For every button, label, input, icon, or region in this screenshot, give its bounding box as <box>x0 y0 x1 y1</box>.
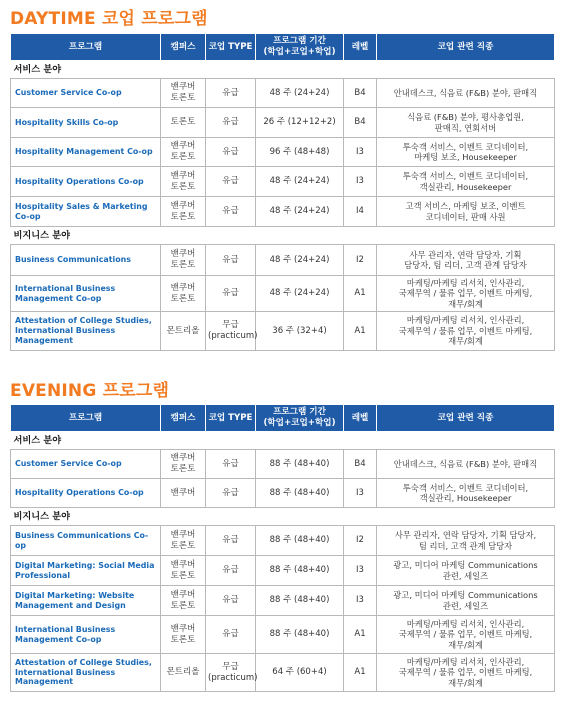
campus-name: 몬트리올 <box>166 325 200 336</box>
coop-type: 유급 <box>222 487 239 498</box>
coop-type: 유급 <box>222 176 239 187</box>
table-row <box>11 197 555 227</box>
category-label: 서비스 분야 <box>11 432 555 450</box>
header-label: 레벨 <box>351 41 369 52</box>
campus-cell <box>161 556 206 586</box>
coop-type: 유급 <box>222 117 239 128</box>
job-line: 식음료 (F&B) 분야, 평사총업원, <box>407 112 524 123</box>
level-cell: I2 <box>344 245 377 276</box>
program-name: Hospitality Operations Co-op <box>11 167 161 197</box>
category-label: 비지니스 분야 <box>11 227 555 245</box>
program-name: Attestation of College Studies, International Business Management <box>11 312 161 351</box>
jobs-cell <box>377 312 555 351</box>
coop-type: 무급 <box>222 661 239 672</box>
job-line: 사무 관리자, 연락 담당자, 기획 담당자, <box>394 530 537 541</box>
coop-type-cell <box>206 138 256 167</box>
level-cell: I3 <box>344 479 377 508</box>
campus-name: 토론토 <box>170 152 196 162</box>
campus-cell <box>161 167 206 197</box>
level-cell: I3 <box>344 167 377 197</box>
campus-cell <box>161 586 206 616</box>
job-line: 판매직, 연회서버 <box>434 122 497 133</box>
evening-title: EVENING 프로그램 <box>10 381 170 401</box>
coop-type-cell <box>206 556 256 586</box>
table-row <box>11 586 555 616</box>
duration-cell: 64 주 (60+4) <box>256 654 344 692</box>
level-cell: B4 <box>344 108 377 138</box>
campus-name: 밴쿠버 <box>170 282 196 293</box>
jobs-cell <box>377 586 555 616</box>
level-cell: B4 <box>344 450 377 479</box>
job-line: 투숙객 서비스, 이벤트 코디네이터, <box>402 141 529 152</box>
coop-type-cell <box>206 108 256 138</box>
campus-name: 토론토 <box>170 117 196 128</box>
header-jobs <box>377 34 555 61</box>
campus-cell <box>161 526 206 556</box>
campus-name: 토론토 <box>170 293 196 304</box>
campus-name: 토론토 <box>170 540 196 551</box>
coop-type-cell <box>206 276 256 312</box>
job-line: 재무/회계 <box>448 677 483 688</box>
program-name: Digital Marketing: Website Management and Design <box>11 586 161 616</box>
coop-type: 유급 <box>222 288 239 299</box>
table-row <box>11 616 555 654</box>
coop-type: 유급 <box>222 535 239 546</box>
header-label: 캠퍼스 <box>170 41 196 52</box>
campus-name: 밴쿠버 <box>170 141 196 152</box>
job-line: 안내데스크, 식음료 (F&B) 분야, 판매직 <box>393 87 538 98</box>
duration-cell: 88 주 (48+40) <box>256 616 344 654</box>
coop-type: (practicum) <box>208 331 258 341</box>
job-line: 투숙객 서비스, 이벤트 코디네이터, <box>402 482 529 493</box>
coop-type: 유급 <box>222 146 239 157</box>
header-label: 프로그램 기간 <box>273 407 326 418</box>
header-label: 캠퍼스 <box>170 412 196 423</box>
level-cell: I3 <box>344 556 377 586</box>
job-line: 객실관리, Housekeeper <box>419 493 512 503</box>
campus-name: 밴쿠버 <box>170 170 196 181</box>
job-line: 광고, 미디어 마케팅 Communications <box>393 590 538 601</box>
campus-name: 토론토 <box>170 570 196 581</box>
job-line: 국제무역 / 물류 업무, 이벤트 마케팅, <box>398 288 533 299</box>
job-line: 광고, 미디어 마케팅 Communications <box>393 560 538 571</box>
job-line: 국제무역 / 물류 업무, 이벤트 마케팅, <box>398 325 533 336</box>
campus-name: 토론토 <box>170 211 196 222</box>
program-name: International Business Management Co-op <box>11 616 161 654</box>
table-row <box>11 312 555 351</box>
duration-cell: 36 주 (32+4) <box>256 312 344 351</box>
program-name: Hospitality Sales & Marketing Co-op <box>11 197 161 227</box>
job-line: 마케팅/마케팅 리서치, 인사관리, <box>406 277 525 288</box>
coop-type: 유급 <box>222 458 239 469</box>
job-line: 마케팅 보조, Housekeeper <box>414 152 517 162</box>
job-line: 투숙객 서비스, 이벤트 코디네이터, <box>402 171 529 182</box>
coop-type: 유급 <box>222 254 239 265</box>
campus-name: 토론토 <box>170 600 196 611</box>
campus-cell <box>161 616 206 654</box>
coop-type: (practicum) <box>208 672 258 683</box>
table-row <box>11 108 555 138</box>
job-line: 마케팅/마케팅 리서치, 인사관리, <box>406 315 525 326</box>
table-row <box>11 245 555 276</box>
table-row <box>11 167 555 197</box>
program-name: Hospitality Operations Co-op <box>11 479 161 508</box>
level-cell: I2 <box>344 526 377 556</box>
job-line: 고객 서비스, 마케팅 보조, 이벤트 <box>405 201 526 212</box>
category-row <box>11 227 555 245</box>
jobs-cell <box>377 79 555 108</box>
table-row <box>11 138 555 167</box>
job-line: 팀 리더, 고객 관계 담당자 <box>418 540 513 551</box>
duration-cell: 88 주 (48+40) <box>256 586 344 616</box>
campus-name: 밴쿠버 <box>170 529 196 540</box>
coop-type-cell <box>206 197 256 227</box>
category-row <box>11 508 555 526</box>
program-name: Hospitality Skills Co-op <box>11 108 161 138</box>
jobs-cell <box>377 108 555 138</box>
level-cell: I3 <box>344 586 377 616</box>
category-label: 서비스 분야 <box>11 61 555 79</box>
job-line: 재무/회계 <box>448 336 483 347</box>
campus-name: 몬트리올 <box>166 667 200 678</box>
coop-type-cell <box>206 450 256 479</box>
header-campus <box>161 34 206 61</box>
campus-cell <box>161 450 206 479</box>
level-cell: A1 <box>344 312 377 351</box>
jobs-cell <box>377 197 555 227</box>
duration-cell: 88 주 (48+40) <box>256 556 344 586</box>
program-name: Hospitality Management Co-op <box>11 138 161 167</box>
level-cell: A1 <box>344 654 377 692</box>
jobs-cell <box>377 654 555 692</box>
table-row <box>11 79 555 108</box>
jobs-cell <box>377 556 555 586</box>
header-program <box>11 34 161 61</box>
header-coop-type <box>206 34 256 61</box>
coop-type: 유급 <box>222 565 239 576</box>
header-duration <box>256 34 344 61</box>
coop-type: 무급 <box>222 320 239 331</box>
program-name: Business Communications Co-op <box>11 526 161 556</box>
jobs-cell <box>377 245 555 276</box>
campus-name: 토론토 <box>170 634 196 645</box>
duration-cell: 48 주 (24+24) <box>256 197 344 227</box>
job-line: 국제무역 / 물류 업무, 이벤트 마케팅, <box>398 667 533 678</box>
campus-cell <box>161 79 206 108</box>
campus-cell <box>161 654 206 692</box>
campus-cell <box>161 479 206 508</box>
category-label: 비지니스 분야 <box>11 508 555 526</box>
header-label: (학업+코업+학업) <box>263 47 336 57</box>
campus-name: 밴쿠버 <box>170 453 196 464</box>
jobs-cell <box>377 479 555 508</box>
campus-cell <box>161 108 206 138</box>
coop-type-cell <box>206 654 256 692</box>
daytime-program-table <box>10 33 555 351</box>
job-line: 안내데스크, 식음료 (F&B) 분야, 판매직 <box>393 458 538 469</box>
duration-cell: 48 주 (24+24) <box>256 276 344 312</box>
header-label: 프로그램 <box>68 412 103 423</box>
header-campus <box>161 405 206 432</box>
header-level <box>344 405 377 432</box>
jobs-cell <box>377 276 555 312</box>
duration-cell: 26 주 (12+12+2) <box>256 108 344 138</box>
header-label: 코업 관련 직종 <box>437 41 494 52</box>
coop-type: 유급 <box>222 629 239 640</box>
header-label: 프로그램 <box>68 41 103 52</box>
jobs-cell <box>377 138 555 167</box>
header-coop-type <box>206 405 256 432</box>
job-line: 사무 관리자, 연락 담당자, 기획 <box>409 249 522 260</box>
table-row <box>11 479 555 508</box>
job-line: 마케팅/마케팅 리서치, 인사관리, <box>406 656 525 667</box>
job-line: 재무/회계 <box>448 639 483 650</box>
header-label: 코업 TYPE <box>208 41 253 52</box>
table-row <box>11 654 555 692</box>
table-row <box>11 526 555 556</box>
campus-name: 밴쿠버 <box>170 559 196 570</box>
header-label: (학업+코업+학업) <box>263 418 336 428</box>
coop-type: 유급 <box>222 206 239 217</box>
campus-cell <box>161 312 206 351</box>
coop-type-cell <box>206 586 256 616</box>
duration-cell: 48 주 (24+24) <box>256 79 344 108</box>
jobs-cell <box>377 526 555 556</box>
job-line: 관련, 세일즈 <box>442 600 489 611</box>
coop-type-cell <box>206 245 256 276</box>
jobs-cell <box>377 616 555 654</box>
campus-name: 밴쿠버 <box>170 623 196 634</box>
level-cell: A1 <box>344 276 377 312</box>
job-line: 마케팅/마케팅 리서치, 인사관리, <box>406 618 525 629</box>
header-label: 레벨 <box>351 412 369 423</box>
duration-cell: 88 주 (48+40) <box>256 450 344 479</box>
evening-program-table <box>10 404 555 692</box>
header-level <box>344 34 377 61</box>
coop-type-cell <box>206 79 256 108</box>
coop-type: 유급 <box>222 595 239 606</box>
campus-name: 밴쿠버 <box>170 589 196 600</box>
program-name: Attestation of College Studies, International Business Management <box>11 654 161 692</box>
table-row <box>11 276 555 312</box>
header-program <box>11 405 161 432</box>
campus-name: 밴쿠버 <box>170 200 196 211</box>
campus-name: 밴쿠버 <box>170 487 196 498</box>
coop-type-cell <box>206 616 256 654</box>
level-cell: I4 <box>344 197 377 227</box>
jobs-cell <box>377 167 555 197</box>
duration-cell: 88 주 (48+40) <box>256 526 344 556</box>
header-label: 코업 TYPE <box>208 412 253 423</box>
campus-name: 토론토 <box>170 260 196 270</box>
program-name: Digital Marketing: Social Media Professional <box>11 556 161 586</box>
coop-type-cell <box>206 167 256 197</box>
campus-cell <box>161 197 206 227</box>
duration-cell: 96 주 (48+48) <box>256 138 344 167</box>
coop-type-cell <box>206 312 256 351</box>
job-line: 재무/회계 <box>448 298 483 309</box>
level-cell: I3 <box>344 138 377 167</box>
duration-cell: 48 주 (24+24) <box>256 167 344 197</box>
program-name: International Business Management Co-op <box>11 276 161 312</box>
jobs-cell <box>377 450 555 479</box>
table-row <box>11 450 555 479</box>
duration-cell: 88 주 (48+40) <box>256 479 344 508</box>
program-name: Customer Service Co-op <box>11 79 161 108</box>
campus-name: 토론토 <box>170 464 196 474</box>
campus-name: 토론토 <box>170 93 196 103</box>
category-row <box>11 432 555 450</box>
job-line: 코디네이터, 판매 사원 <box>425 211 506 222</box>
job-line: 객실관리, Housekeeper <box>419 181 512 192</box>
campus-cell <box>161 138 206 167</box>
job-line: 국제무역 / 물류 업무, 이벤트 마케팅, <box>398 629 533 640</box>
header-duration <box>256 405 344 432</box>
level-cell: A1 <box>344 616 377 654</box>
coop-type: 유급 <box>222 87 239 98</box>
campus-name: 밴쿠버 <box>170 82 196 93</box>
campus-cell <box>161 276 206 312</box>
campus-name: 밴쿠버 <box>170 249 196 260</box>
campus-cell <box>161 245 206 276</box>
header-label: 코업 관련 직종 <box>437 412 494 423</box>
category-row <box>11 61 555 79</box>
coop-type-cell <box>206 526 256 556</box>
level-cell: B4 <box>344 79 377 108</box>
duration-cell: 48 주 (24+24) <box>256 245 344 276</box>
header-label: 프로그램 기간 <box>273 36 326 47</box>
job-line: 관련, 세일즈 <box>442 570 489 581</box>
program-name: Business Communications <box>11 245 161 276</box>
campus-name: 토론토 <box>170 181 196 192</box>
job-line: 담당자, 팀 리더, 고객 관계 담당자 <box>404 260 527 270</box>
program-name: Customer Service Co-op <box>11 450 161 479</box>
header-jobs <box>377 405 555 432</box>
daytime-title: DAYTIME 코업 프로그램 <box>10 9 208 29</box>
table-row <box>11 556 555 586</box>
coop-type-cell <box>206 479 256 508</box>
